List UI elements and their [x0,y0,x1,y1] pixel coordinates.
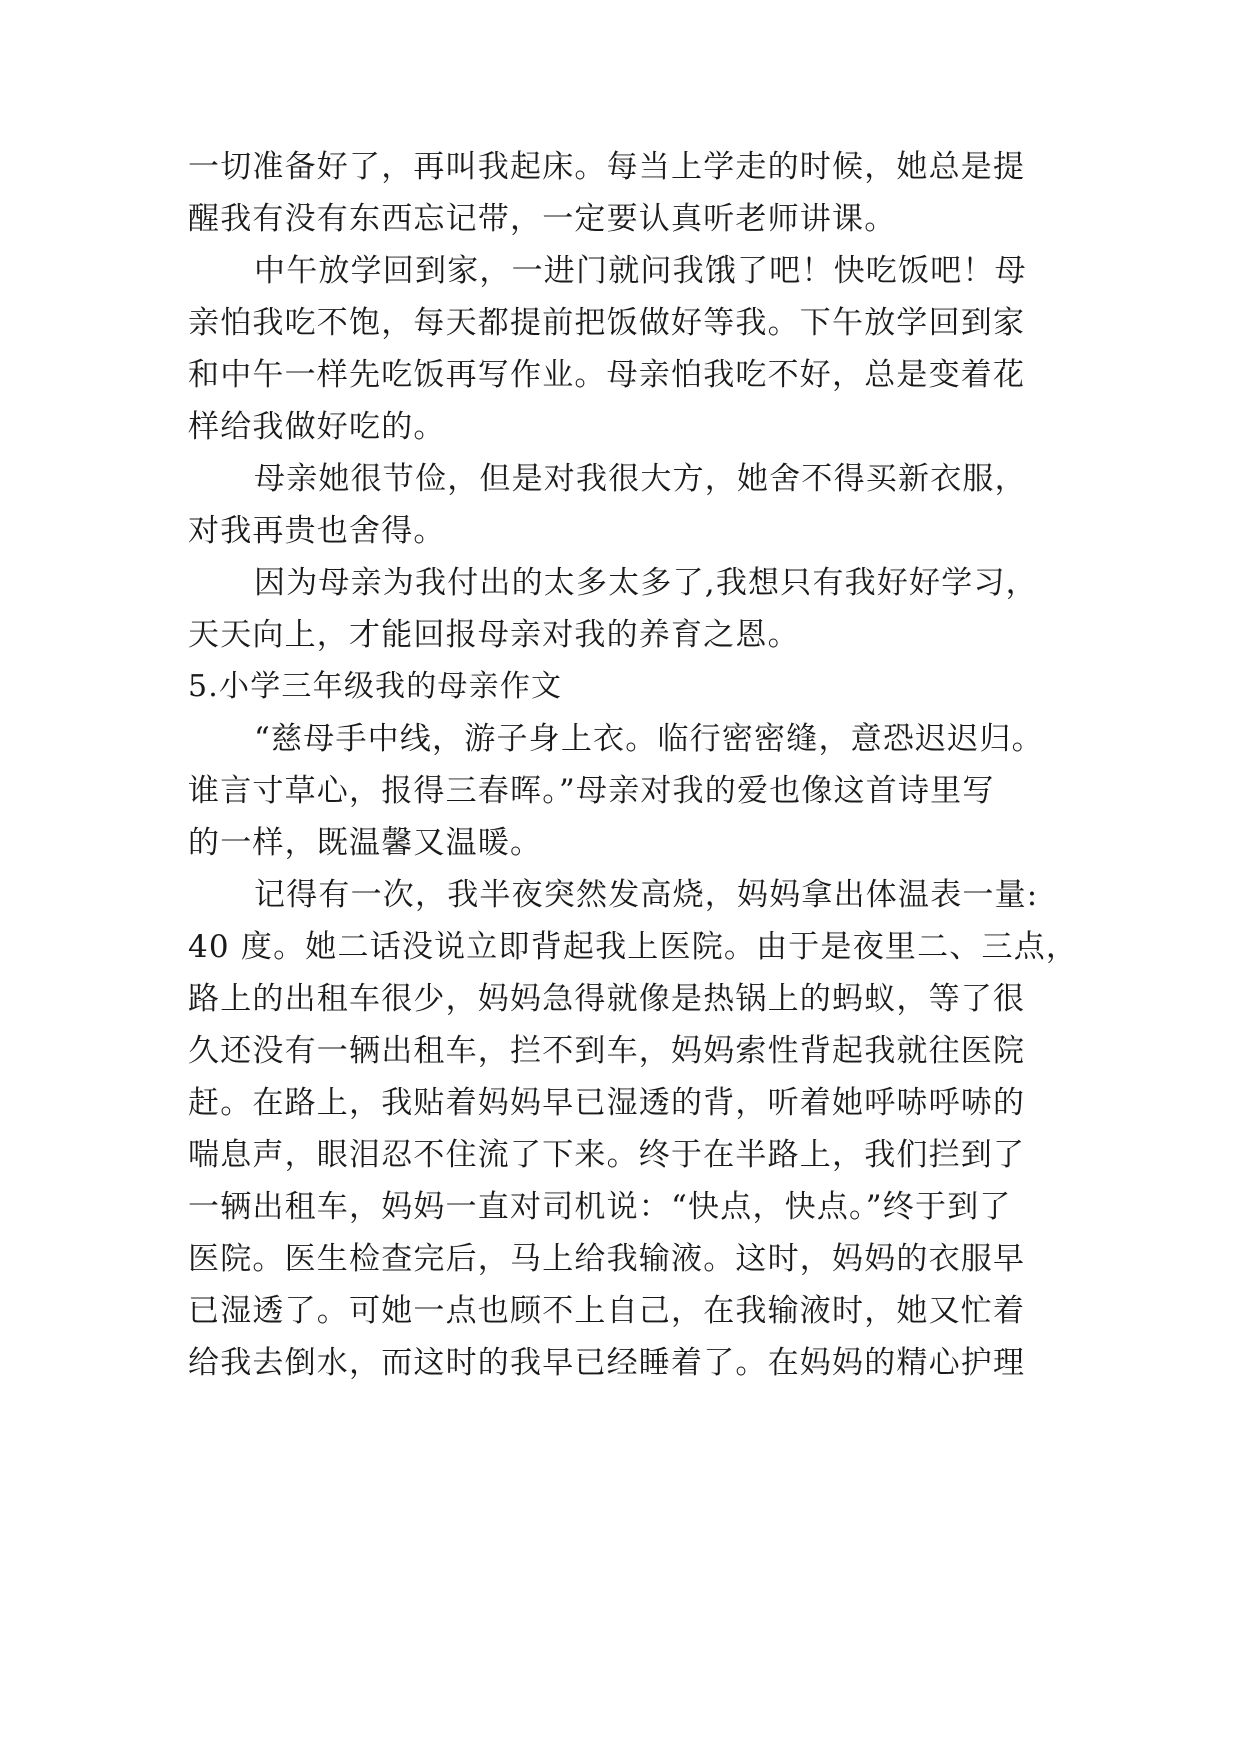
text-line: 赶。在路上，我贴着妈妈早已湿透的背，听着她呼哧呼哧的 [188,1085,1026,1121]
text-line: 亲怕我吃不饱，每天都提前把饭做好等我。下午放学回到家 [188,305,1026,341]
paragraph-start-line: 记得有一次，我半夜突然发高烧，妈妈拿出体温表一量: [254,877,1039,913]
paragraph-start-line: 因为母亲为我付出的太多太多了,我想只有我好好学习， [254,565,1038,601]
text-line: 喘息声，眼泪忍不住流了下来。终于在半路上，我们拦到了 [188,1137,1026,1173]
section-heading: 5.小学三年级我的母亲作文 [188,669,563,704]
paragraph-start-line: “慈母手中线，游子身上衣。临行密密缝，意恐迟迟归。 [254,721,1044,757]
text-line: 的一样，既温馨又温暖。 [188,825,543,861]
text-line: 谁言寸草心，报得三春晖。”母亲对我的爱也像这首诗里写 [188,773,995,809]
paragraph-start-line: 母亲她很节俭，但是对我很大方，她舍不得买新衣服， [254,461,1027,497]
text-line: 样给我做好吃的。 [188,409,446,445]
text-line: 天天向上，才能回报母亲对我的养育之恩。 [188,617,800,653]
text-line: 久还没有一辆出租车，拦不到车，妈妈索性背起我就往医院 [188,1033,1026,1069]
text-line: 一切准备好了，再叫我起床。每当上学走的时候，她总是提 [188,149,1026,185]
text-line: 一辆出租车，妈妈一直对司机说：“快点，快点。”终于到了 [188,1189,1012,1225]
paragraph-start-line: 中午放学回到家，一进门就问我饿了吧！快吃饭吧！母 [254,253,1027,289]
text-line: 对我再贵也舍得。 [188,513,446,549]
text-line: 和中午一样先吃饭再写作业。母亲怕我吃不好，总是变着花 [188,357,1026,393]
text-line: 40 度。她二话没说立即背起我上医院。由于是夜里二、三点， [188,929,1079,965]
text-line: 给我去倒水，而这时的我早已经睡着了。在妈妈的精心护理 [188,1345,1026,1381]
text-line: 醒我有没有东西忘记带，一定要认真听老师讲课。 [188,201,897,237]
text-line: 路上的出租车很少，妈妈急得就像是热锅上的蚂蚁，等了很 [188,981,1026,1017]
text-line: 已湿透了。可她一点也顾不上自己，在我输液时，她又忙着 [188,1293,1026,1329]
text-line: 医院。医生检查完后，马上给我输液。这时，妈妈的衣服早 [188,1241,1026,1277]
